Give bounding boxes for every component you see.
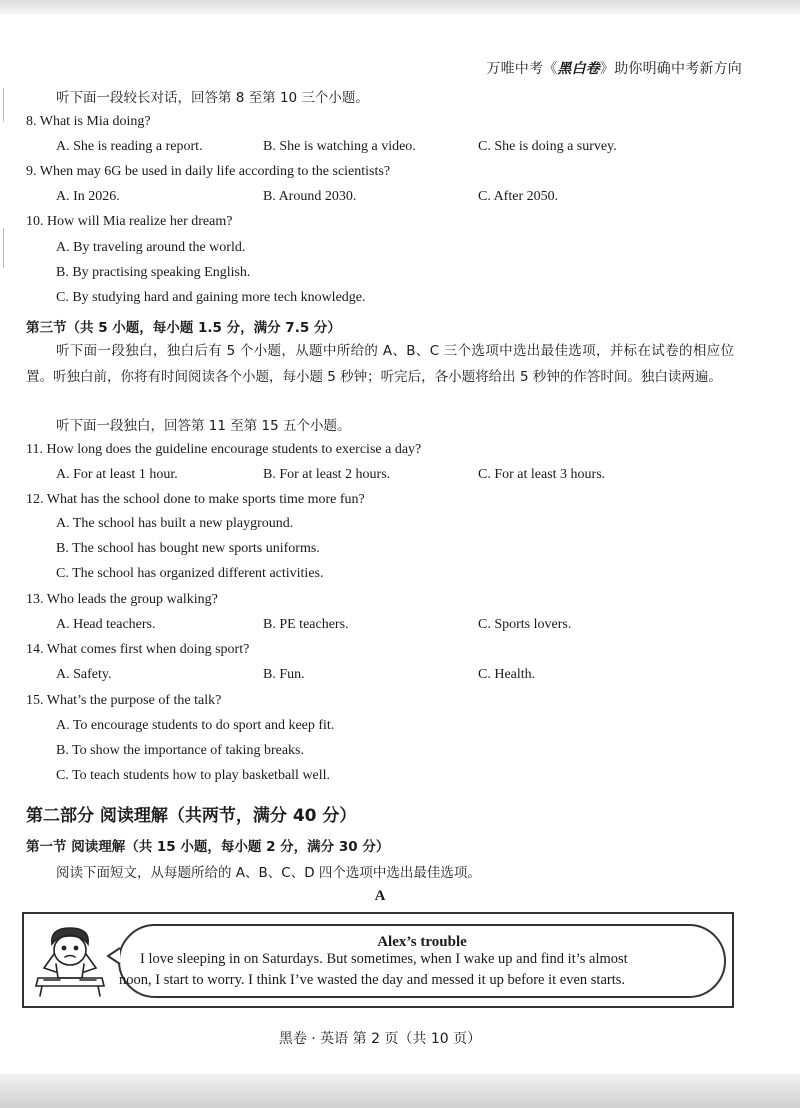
question-stem: 14. What comes first when doing sport?	[26, 642, 250, 657]
header-brand: 黑白卷	[557, 61, 600, 77]
question-option: A. To encourage students to do sport and keep fit.	[56, 718, 335, 733]
header-suffix: 》助你明确中考新方向	[600, 61, 742, 77]
section-3-title: 第三节（共 5 小题，每小题 1.5 分，满分 7.5 分）	[26, 320, 341, 336]
question-option: C. By studying hard and gaining more tech knowledge.	[56, 290, 366, 305]
question-option: C. After 2050.	[478, 189, 559, 204]
question-option: A. She is reading a report.	[56, 139, 203, 154]
page-footer: 黑卷 · 英语 第 2 页（共 10 页）	[278, 1031, 482, 1047]
question-option: A. For at least 1 hour.	[56, 467, 178, 482]
question-option: B. For at least 2 hours.	[263, 467, 391, 482]
question-option: B. PE teachers.	[263, 617, 349, 632]
passage-title: Alex’s trouble	[377, 934, 467, 950]
reading-section-1-title: 第一节 阅读理解（共 15 小题，每小题 2 分，满分 30 分）	[26, 839, 390, 855]
question-stem: 12. What has the school done to make sports time more fun?	[26, 492, 365, 507]
question-stem: 15. What’s the purpose of the talk?	[26, 693, 222, 708]
question-option: C. Sports lovers.	[478, 617, 572, 632]
section-3-instructions: 听下面一段独白，独白后有 5 个小题，从题中所给的 A、B、C 三个选项中选出最佳选项，并标在试卷的相应位置。听独白前，你将有时间阅读各个小题，每小题 5 秒钟；听完后，各小题将给出 5 秒钟的作答时间。独白读两遍。	[26, 343, 734, 385]
part-2-title: 第二部分 阅读理解（共两节，满分 40 分）	[26, 806, 357, 826]
question-stem: 13. Who leads the group walking?	[26, 592, 218, 607]
passage-line: noon, I start to worry. I think I’ve wasted the day and messed it up before it even starts.	[119, 972, 626, 988]
scan-edge-top	[0, 0, 800, 14]
question-option: A. Safety.	[56, 667, 112, 682]
question-option: B. Around 2030.	[263, 189, 357, 204]
question-option: C. To teach students how to play basketball well.	[56, 768, 331, 783]
question-option: B. Fun.	[263, 667, 305, 682]
reading-instructions: 阅读下面短文，从每题所给的 A、B、C、D 四个选项中选出最佳选项。	[56, 865, 481, 881]
question-option: A. Head teachers.	[56, 617, 156, 632]
header-prefix: 万唯中考《	[486, 61, 558, 77]
scan-edge-mark	[3, 88, 4, 122]
scan-edge-mark	[3, 228, 4, 268]
question-option: A. In 2026.	[56, 189, 120, 204]
question-option: C. She is doing a survey.	[478, 139, 617, 154]
thinking-boy-icon	[30, 922, 110, 998]
page-header	[486, 58, 742, 78]
passage-line: I love sleeping in on Saturdays. But sometimes, when I wake up and find it’s almost	[140, 951, 628, 967]
monologue-intro: 听下面一段独白，回答第 11 至第 15 五个小题。	[56, 418, 351, 434]
question-stem: 11. How long does the guideline encourage students to exercise a day?	[26, 442, 422, 457]
question-option: A. By traveling around the world.	[56, 240, 246, 255]
question-stem: 10. How will Mia realize her dream?	[26, 214, 233, 229]
passage-label: A	[374, 888, 386, 904]
question-option: C. The school has organized different activities.	[56, 566, 324, 581]
question-option: B. She is watching a video.	[263, 139, 416, 154]
question-option: C. Health.	[478, 667, 536, 682]
scan-edge-bottom	[0, 1074, 800, 1108]
question-option: B. By practising speaking English.	[56, 265, 251, 280]
question-option: C. For at least 3 hours.	[478, 467, 606, 482]
question-option: B. To show the importance of taking breaks.	[56, 743, 304, 758]
question-option: B. The school has bought new sports uniforms.	[56, 541, 320, 556]
dialogue-intro: 听下面一段较长对话，回答第 8 至第 10 三个小题。	[56, 90, 369, 106]
question-option: A. The school has built a new playground.	[56, 516, 294, 531]
question-stem: 9. When may 6G be used in daily life according to the scientists?	[26, 164, 391, 179]
question-stem: 8. What is Mia doing?	[26, 114, 151, 129]
